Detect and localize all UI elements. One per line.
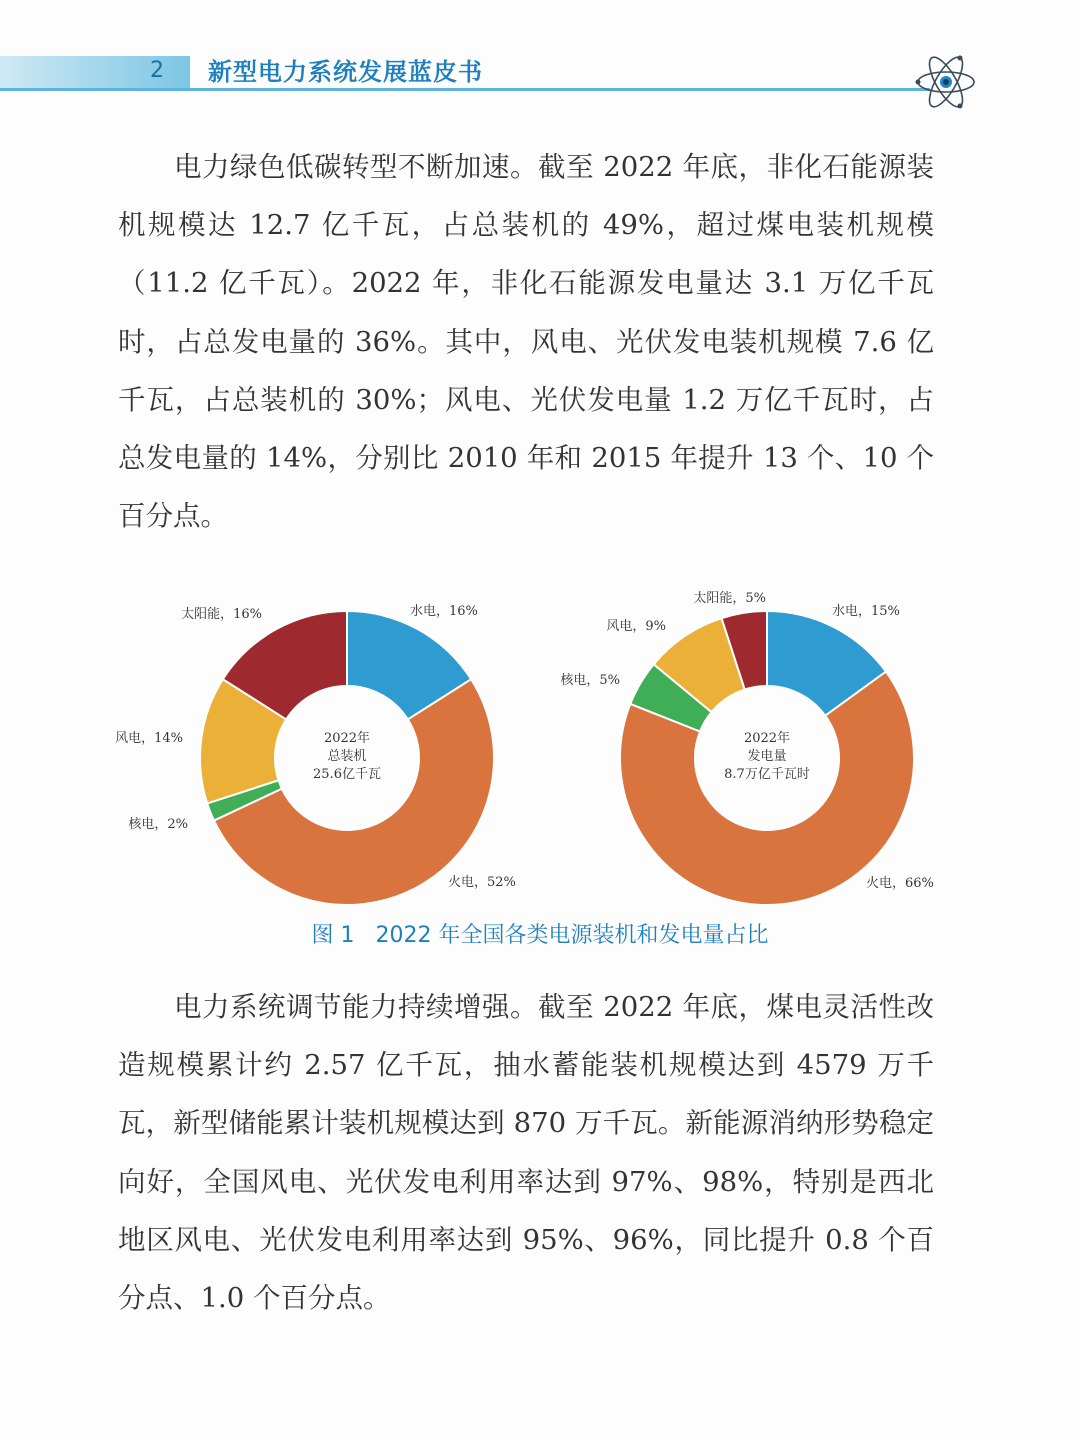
figure-caption: 图 1 2022 年全国各类电源装机和发电量占比 [311, 923, 769, 948]
slice-label-generation-2: 核电，5% [560, 673, 620, 688]
donut-center-label-line-0: 2022年 [323, 731, 371, 746]
installed-capacity-donut-chart [70, 580, 570, 910]
donut-center-label-line-1: 发电量 [747, 749, 787, 764]
slice-label-generation-4: 太阳能，5% [693, 591, 766, 606]
atom-icon [914, 50, 978, 114]
slice-label-capacity-0: 水电，16% [410, 604, 478, 619]
book-title: 新型电力系统发展蓝皮书 [208, 58, 483, 86]
donut-center-label-line-0: 2022年 [743, 731, 791, 746]
body-paragraph-1: 电力绿色低碳转型不断加速。截至 2022 年底，非化石能源装机规模达 12.7 亿千瓦，占总装机的 49%，超过煤电装机规模（11.2 亿千瓦）。2022 年，非化石能源发电量达 3.1 万亿千瓦时，占总发电量的 36%。其中，风电、光伏发电装机规模 7.6 亿千瓦，占总装机的 30%；风电、光伏发电量 1.2 万亿千瓦时，占总发电量的 14%，分别比 2010 年和 2015 年提升 13 个、10 个百分点。 [118, 151, 934, 533]
donut-center-label-line-1: 总装机 [327, 749, 367, 764]
slice-label-generation-3: 风电，9% [606, 619, 666, 634]
header-rule [0, 88, 930, 91]
donut-center-label-line-2: 8.7万亿千瓦时 [724, 767, 810, 782]
power-generation-donut-chart [520, 580, 1020, 910]
slice-label-capacity-1: 火电，52% [448, 875, 516, 890]
chart-svg-generation [520, 580, 1020, 910]
chart-svg-capacity [70, 580, 570, 910]
body-paragraph-2: 电力系统调节能力持续增强。截至 2022 年底，煤电灵活性改造规模累计约 2.57 亿千瓦，抽水蓄能装机规模达到 4579 万千瓦，新型储能累计装机规模达到 870 万千瓦。新能源消纳形势稳定向好，全国风电、光伏发电利用率达到 97%、98%，特别是西北地区风电、光伏发电利用率达到 95%、96%，同比提升 0.8 个百分点、1.0 个百分点。 [118, 991, 934, 1315]
donut-center-label-line-2: 25.6亿千瓦 [313, 767, 381, 782]
slice-label-generation-0: 水电，15% [832, 604, 900, 619]
page-header [0, 0, 1080, 110]
page-number: 2 [150, 58, 164, 83]
slice-label-generation-1: 火电，66% [866, 876, 934, 891]
slice-label-capacity-4: 太阳能，16% [181, 607, 262, 622]
slice-label-capacity-2: 核电，2% [128, 817, 188, 832]
slice-label-capacity-3: 风电，14% [115, 731, 183, 746]
